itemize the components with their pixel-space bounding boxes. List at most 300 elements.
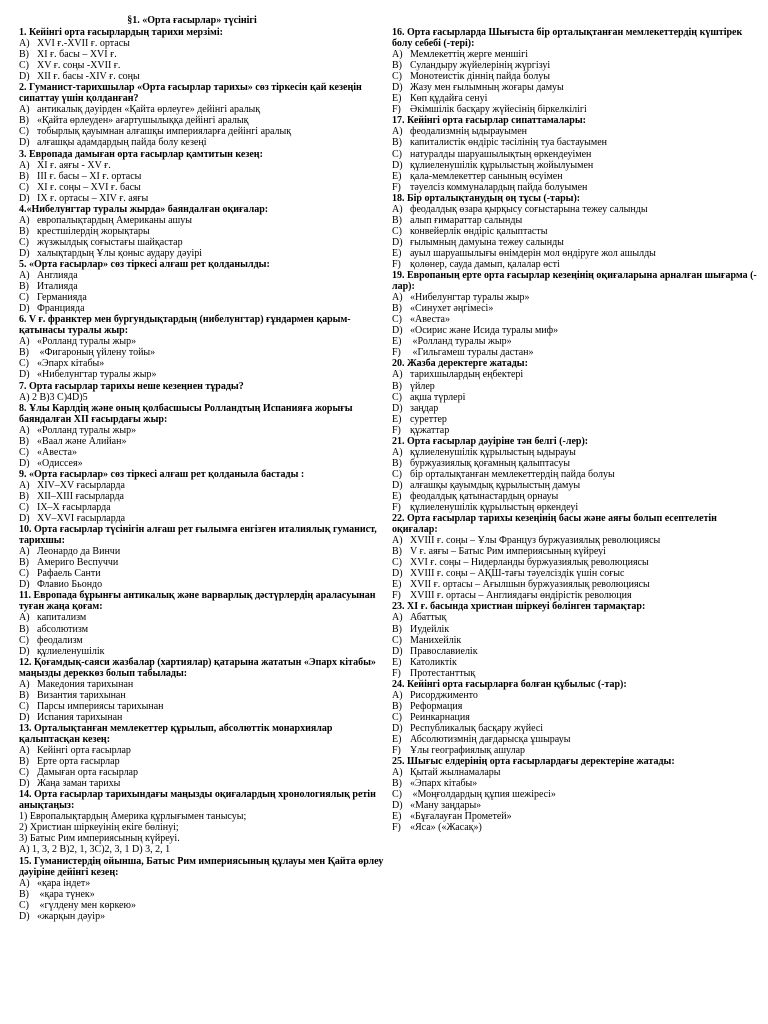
option-letter: D) <box>392 82 403 94</box>
answer-option <box>392 480 762 491</box>
option-text: Иудейлік <box>410 623 450 635</box>
option-text: алғашқы адамдардың пайда болу кезеңі <box>37 137 207 149</box>
option-text: крестшілердің жорықтары <box>37 225 150 237</box>
answer-option <box>392 557 762 568</box>
option-text: қала-мемлекеттер санының өсуімен <box>410 170 563 182</box>
option-letter: D) <box>19 247 30 259</box>
option-letter: D) <box>392 236 403 248</box>
answer-option <box>392 822 762 833</box>
question-text: 18. Бір орталықтанудың оң тұсы (-тары): <box>392 192 581 204</box>
option-text: Кейінгі орта ғасырлар <box>37 745 131 757</box>
option-letter: C) <box>19 502 29 514</box>
option-text: Монотеистік діннің пайда болуы <box>410 71 550 83</box>
option-text: Мемлекеттің жерге меншігі <box>410 49 528 61</box>
option-text: «Ролланд туралы жыр» <box>37 336 137 348</box>
answer-option <box>392 104 762 115</box>
answer-option <box>19 579 389 590</box>
answer-option <box>19 104 389 115</box>
option-letter: F) <box>392 258 401 270</box>
option-letter: A) <box>19 612 30 624</box>
answer-option <box>392 789 762 800</box>
option-letter: D) <box>19 513 30 525</box>
question-block <box>19 403 389 469</box>
answer-option <box>19 171 389 182</box>
option-text: Католиктік <box>410 656 457 668</box>
option-text: XI ғ. соңы – XVI ғ. басы <box>37 181 141 193</box>
question-block <box>392 270 762 358</box>
option-letter: D) <box>19 369 30 381</box>
answer-option <box>392 712 762 723</box>
option-text: «Ману заңдары» <box>410 800 482 812</box>
option-text: XII ғ. басы -XIV ғ. соңы <box>37 71 140 83</box>
option-text: «қара індет» <box>37 877 91 889</box>
answer-option <box>392 303 762 314</box>
answer-option <box>19 336 389 347</box>
question-text: 20. Жазба деректерге жатады: <box>392 358 528 370</box>
answer-option <box>19 712 389 723</box>
option-text: феодалдық қатынастардың орнауы <box>410 490 559 502</box>
question-block <box>392 601 762 678</box>
answer-option <box>392 149 762 160</box>
option-text: натуралды шаруашылықтың өркендеуімен <box>410 148 592 160</box>
answer-option <box>392 126 762 137</box>
option-text: феодализм <box>37 634 83 646</box>
option-letter: D) <box>19 457 30 469</box>
answer-option <box>392 325 762 336</box>
option-text: Суландыру жүйелерінің жүргізуі <box>410 60 551 72</box>
question-block <box>19 657 389 723</box>
option-text: капиталистік өндіріс тәсілінің туа бастауымен <box>410 137 608 149</box>
option-letter: A) <box>392 203 403 215</box>
answer-option <box>392 414 762 425</box>
option-text: «Осирис және Исида туралы миф» <box>410 325 559 337</box>
option-letter: D) <box>392 325 403 337</box>
option-text: алғашқы қауымдық құрылыстың дамуы <box>410 479 581 491</box>
option-letter: E) <box>392 336 402 348</box>
option-text: «Авеста» <box>37 446 77 458</box>
question-text: 3. Европада дамыған орта ғасырлар қамтитын кезең: <box>19 148 263 160</box>
option-text: XVIII ғ. ортасы – Англиядағы өндірістік революция <box>410 590 632 602</box>
question-block <box>19 789 389 855</box>
answer-line: 1) Европалықтардың Америка құрлығымен танысуы; <box>19 811 247 823</box>
option-letter: C) <box>19 126 29 138</box>
answer-option <box>392 248 762 259</box>
option-letter: A) <box>392 689 403 701</box>
left-question-column <box>19 27 389 922</box>
option-letter: C) <box>19 446 29 458</box>
option-letter: F) <box>392 502 401 514</box>
option-letter: B) <box>392 546 402 558</box>
question-text: 14. Орта ғасырлар тарихындағы маңызды оқиғалардың хронологиялық ретін анықтаңыз: <box>19 789 376 812</box>
option-letter: C) <box>392 711 402 723</box>
option-text: феодализмнің ыдырауымен <box>410 126 527 138</box>
answer-option <box>392 392 762 403</box>
option-letter: D) <box>392 159 403 171</box>
option-text: Германияда <box>37 292 87 304</box>
option-text: «гүлдену мен көркею» <box>37 899 136 911</box>
option-letter: A) <box>19 479 30 491</box>
answer-option <box>19 347 389 358</box>
answer-option <box>19 502 389 513</box>
answer-option <box>19 889 389 900</box>
answer-line: A) 1, 3, 2 B)2, 1, 3C)2, 3, 1 D) 3, 2, 1 <box>19 844 171 856</box>
option-letter: B) <box>392 303 402 315</box>
option-letter: A) <box>392 369 403 381</box>
option-letter: B) <box>19 490 29 502</box>
option-text: Реформация <box>410 700 463 712</box>
option-text: Қытай жылнамалары <box>410 767 501 779</box>
answer-option <box>19 248 389 259</box>
answer-option <box>392 381 762 392</box>
option-text: құжаттар <box>410 424 450 436</box>
answer-option <box>392 171 762 182</box>
answer-option <box>392 657 762 668</box>
question-block <box>19 590 389 656</box>
option-text: Францияда <box>37 303 85 315</box>
option-text: «Яса» («Жасақ») <box>410 822 482 834</box>
option-text: антикалық дәуірден «Қайта өрлеуге» дейінгі аралық <box>37 104 261 116</box>
option-letter: B) <box>19 347 29 359</box>
question-block <box>19 469 389 524</box>
option-letter: B) <box>392 778 402 790</box>
option-letter: C) <box>19 899 29 911</box>
option-text: «Нибелунгтар туралы жыр» <box>37 369 157 381</box>
option-text: «Ролланд туралы жыр» <box>410 336 512 348</box>
answer-option <box>19 182 389 193</box>
question-text: 6. V ғ. франктер мен бургундықтардың (нибелунгтар) ғұндармен қарым-қатынасы туралы жыр: <box>19 314 351 337</box>
answer-option <box>392 292 762 303</box>
option-text: ауыл шаруашылығы өнімдерін мол өндіруге жол ашылды <box>410 247 656 259</box>
question-text: 9. «Орта ғасырлар» сөз тіркесі алғаш рет қолданыла бастады : <box>19 468 305 480</box>
option-letter: F) <box>392 424 401 436</box>
option-letter: B) <box>392 623 402 635</box>
question-text: 2. Гуманист-тарихшылар «Орта ғасырлар тарихы» сөз тіркесін қай кезеңін сипаттау үшін қолданған? <box>19 82 362 105</box>
option-text: қолөнер, сауда дамып, қалалар өсті <box>410 258 560 270</box>
answer-option <box>19 491 389 502</box>
option-text: XVI ғ.-XVII ғ. ортасы <box>37 38 130 50</box>
option-text: XVII ғ. ортасы – Ағылшын буржуазиялық революциясы <box>410 579 650 591</box>
option-text: Англияда <box>37 270 78 282</box>
option-text: XVIII ғ. соңы – АҚШ-тағы тәуелсіздік үшін соғыс <box>410 568 625 580</box>
option-text: тәуелсіз коммуналардың пайда болуымен <box>410 181 588 193</box>
answer-option <box>19 115 389 126</box>
option-text: феодалдық өзара қырқысу соғыстарына тежеу салынды <box>410 203 648 215</box>
option-letter: A) <box>19 678 30 690</box>
option-letter: F) <box>392 181 401 193</box>
option-text: құлиеленушілік құрылыстың жойылуымен <box>410 159 594 171</box>
option-letter: C) <box>392 148 402 160</box>
option-letter: D) <box>392 722 403 734</box>
question-text: 5. «Орта ғасырлар» сөз тіркесі алғаш рет қолданылды: <box>19 258 270 270</box>
answer-option <box>392 215 762 226</box>
option-letter: A) <box>19 104 30 116</box>
question-block <box>19 27 389 82</box>
option-letter: D) <box>392 800 403 812</box>
answer-option <box>19 369 389 380</box>
question-block <box>392 193 762 270</box>
question-block <box>392 679 762 756</box>
option-letter: D) <box>19 71 30 83</box>
answer-option <box>19 679 389 690</box>
option-letter: A) <box>19 424 30 436</box>
question-text: 11. Европада бұрынғы антикалық және варварлық дәстүрлердің араласуынан туған жаңа қоғам: <box>19 590 376 613</box>
question-block <box>392 756 762 833</box>
answer-option <box>392 491 762 502</box>
option-text: Жаңа заман тарихы <box>37 778 121 790</box>
option-text: Рисорджименто <box>410 689 478 701</box>
answer-option <box>19 447 389 458</box>
option-text: капитализм <box>37 612 87 624</box>
option-text: тарихшылардың еңбектері <box>410 369 524 381</box>
question-block <box>19 381 389 403</box>
option-letter: D) <box>19 303 30 315</box>
option-letter: B) <box>19 115 29 127</box>
answer-option <box>19 778 389 789</box>
answer-option <box>392 612 762 623</box>
answer-option <box>19 745 389 756</box>
option-letter: C) <box>392 71 402 83</box>
option-text: халықтардың Ұлы қоныс аудару дәуірі <box>37 247 202 259</box>
option-text: тобырлық қауымнан алғашқы империяларға дейінгі аралық <box>37 126 292 138</box>
option-text: «қара түнек» <box>37 888 95 900</box>
option-text: Испания тарихынан <box>37 711 123 723</box>
option-text: құлиеленушілік құрылыстың өркендеуі <box>410 502 579 514</box>
question-block <box>19 259 389 314</box>
option-text: Флавио Бьондо <box>37 579 103 591</box>
option-letter: A) <box>19 745 30 757</box>
option-text: Республикалық басқару жүйесі <box>410 722 544 734</box>
option-text: ғылымның дамуына тежеу салынды <box>410 236 564 248</box>
option-letter: E) <box>392 656 402 668</box>
answer-option <box>19 292 389 303</box>
question-block <box>19 82 389 148</box>
option-text: «Фигароның үйлену тойы» <box>37 347 156 359</box>
option-letter: F) <box>392 667 401 679</box>
option-text: «Нибелунгтар туралы жыр» <box>410 292 530 304</box>
option-letter: C) <box>19 358 29 370</box>
option-text: үйлер <box>410 380 435 392</box>
option-letter: D) <box>392 479 403 491</box>
answer-option <box>19 612 389 623</box>
option-letter: D) <box>392 645 403 657</box>
answer-option <box>392 568 762 579</box>
answer-option <box>19 878 389 889</box>
answer-option <box>392 49 762 60</box>
option-text: Рафаель Санти <box>37 568 101 580</box>
option-text: «Синухет әңгімесі» <box>410 303 494 315</box>
option-text: Әкімшілік басқару жүйесінің біркелкілігі <box>410 104 587 116</box>
option-text: жүзжылдық соғыстағы шайқастар <box>37 236 183 248</box>
option-letter: E) <box>392 170 402 182</box>
question-text: 1. Кейінгі орта ғасырлардың тарихи мерзімі: <box>19 27 223 38</box>
option-text: европалықтардың Американы ашуы <box>37 214 192 226</box>
option-letter: B) <box>19 225 29 237</box>
option-text: XVI ғ. соңы – Нидерланды буржуазиялық революциясы <box>410 557 649 569</box>
answer-option <box>392 447 762 458</box>
answer-option <box>19 303 389 314</box>
answer-option <box>19 513 389 524</box>
answer-option <box>19 160 389 171</box>
answer-option <box>392 800 762 811</box>
question-block <box>19 524 389 590</box>
answer-option <box>19 701 389 712</box>
option-text: «Эпарх кітабы» <box>410 778 478 790</box>
option-letter: C) <box>392 634 402 646</box>
option-text: XV–XVI ғасырларда <box>37 513 126 525</box>
answer-option <box>19 215 389 226</box>
option-letter: D) <box>19 137 30 149</box>
answer-option <box>392 734 762 745</box>
option-text: XI ғ. аяғы - XV ғ. <box>37 159 111 171</box>
option-text: «Авеста» <box>410 314 450 326</box>
answer-option <box>392 425 762 436</box>
question-block <box>19 149 389 204</box>
option-text: буржуазиялық қоғамның қалыптасуы <box>410 457 570 469</box>
option-letter: D) <box>392 402 403 414</box>
answer-option <box>392 624 762 635</box>
answer-option <box>19 425 389 436</box>
option-letter: C) <box>19 568 29 580</box>
option-letter: B) <box>19 756 29 768</box>
option-text: конвейерлік өндіріс қалыптасты <box>410 225 548 237</box>
answer-option <box>19 690 389 701</box>
question-text: 21. Орта ғасырлар дәуіріне тән белгі (-лер): <box>392 435 589 447</box>
option-text: XVIII ғ. соңы – Ұлы Француз буржуазиялық революциясы <box>410 535 661 547</box>
page-title: §1. «Орта ғасырлар» түсінігі <box>127 15 257 26</box>
option-text: Абсолютизмнің дағдарысқа ұшырауы <box>410 734 571 745</box>
answer-line: A) 2 B)3 C)4D)5 <box>19 391 88 403</box>
question-text: 10. Орта ғасырлар түсінігін алғаш рет ғылымға енгізген италиялық гуманист, тарихшы: <box>19 524 377 547</box>
answer-option <box>19 60 389 71</box>
option-text: «Одиссея» <box>37 457 83 469</box>
answer-option <box>392 579 762 590</box>
question-block <box>392 358 762 435</box>
answer-option <box>392 403 762 414</box>
answer-option <box>19 568 389 579</box>
option-letter: C) <box>392 557 402 569</box>
answer-option <box>392 635 762 646</box>
option-letter: A) <box>392 126 403 138</box>
question-block <box>392 436 762 513</box>
answer-option <box>392 469 762 480</box>
option-letter: C) <box>19 700 29 712</box>
answer-option <box>19 436 389 447</box>
option-text: XI ғ. басы – XVI ғ. <box>37 49 117 61</box>
answer-option <box>19 480 389 491</box>
option-text: «Бұғалауған Прометей» <box>410 811 512 823</box>
answer-option <box>392 546 762 557</box>
question-text: 12. Қоғамдық-саяси жазбалар (хартиялар) қатарына жататын «Эпарх кітабы» маңызды дереккөз болып табылады: <box>19 656 376 679</box>
answer-option <box>392 723 762 734</box>
option-text: ақша түрлері <box>410 391 466 403</box>
answer-option <box>19 767 389 778</box>
option-letter: B) <box>19 689 29 701</box>
question-block <box>19 204 389 259</box>
answer-option <box>392 502 762 513</box>
answer-option <box>19 646 389 657</box>
question-block <box>19 856 389 922</box>
option-letter: F) <box>392 745 401 757</box>
option-letter: D) <box>19 711 30 723</box>
answer-option <box>19 458 389 469</box>
question-text: 24. Кейінгі орта ғасырларға болған құбылыс (-тар): <box>392 678 627 690</box>
option-letter: A) <box>392 535 403 547</box>
answer-option <box>392 259 762 270</box>
answer-option <box>392 535 762 546</box>
answer-option <box>392 347 762 358</box>
option-letter: D) <box>19 579 30 591</box>
option-letter: C) <box>19 236 29 248</box>
option-text: алып ғимараттар салынды <box>410 214 523 226</box>
answer-option <box>392 811 762 822</box>
option-letter: D) <box>392 568 403 580</box>
answer-option <box>392 137 762 148</box>
option-text: Көп құдайға сенуі <box>410 93 488 105</box>
option-text: «Ваал және Алийан» <box>37 435 127 447</box>
option-text: Реинкарнация <box>410 711 470 723</box>
option-letter: B) <box>19 623 29 635</box>
option-text: «Ролланд туралы жыр» <box>37 424 137 436</box>
option-letter: B) <box>392 60 402 72</box>
option-letter: A) <box>392 292 403 304</box>
option-letter: E) <box>392 490 402 502</box>
option-text: суреттер <box>410 413 447 425</box>
option-text: Протестанттық <box>410 667 476 679</box>
answer-option <box>19 624 389 635</box>
question-block <box>392 27 762 115</box>
option-letter: B) <box>392 137 402 149</box>
option-text: Македония тарихынан <box>37 678 134 690</box>
option-letter: C) <box>19 767 29 779</box>
option-text: «Моңғолдардың құпия шежіресі» <box>410 789 556 801</box>
option-letter: B) <box>19 888 29 900</box>
option-text: IX ғ. ортасы – XIV ғ. аяғы <box>37 192 149 204</box>
option-letter: F) <box>392 822 401 834</box>
question-text: 7. Орта ғасырлар тарихы неше кезеңнен тұрады? <box>19 380 244 392</box>
option-letter: D) <box>19 778 30 790</box>
answer-option <box>392 646 762 657</box>
option-text: Абаттық <box>410 612 447 624</box>
question-text: 4.«Нибелунгтар туралы жырда» баяндалған оқиғалар: <box>19 203 269 215</box>
question-text: 13. Орталықтанған мемлекеттер құрылып, абсолюттік монархиялар қалыптасқан кезең: <box>19 722 333 745</box>
option-letter: C) <box>392 225 402 237</box>
answer-option <box>392 160 762 171</box>
option-letter: A) <box>19 38 30 50</box>
option-letter: C) <box>19 60 29 72</box>
option-text: «Қайта өрлеуден» ағартушылыққа дейінгі аралық <box>37 115 249 127</box>
option-letter: A) <box>392 612 403 624</box>
answer-line: 2) Христиан шіркеуінің екіге бөлінуі; <box>19 822 179 834</box>
option-letter: B) <box>392 700 402 712</box>
answer-option <box>19 137 389 148</box>
option-letter: D) <box>19 192 30 204</box>
option-letter: A) <box>392 767 403 779</box>
option-text: «жарқын дәуір» <box>37 910 106 922</box>
answer-option <box>392 745 762 756</box>
answer-option <box>392 314 762 325</box>
answer-option <box>19 38 389 49</box>
option-letter: C) <box>392 789 402 801</box>
answer-option <box>392 237 762 248</box>
option-letter: E) <box>392 413 402 425</box>
option-letter: A) <box>392 49 403 61</box>
option-text: заңдар <box>410 402 439 414</box>
answer-option <box>392 204 762 215</box>
option-letter: A) <box>19 877 30 889</box>
option-text: Парсы империясы тарихынан <box>37 700 164 712</box>
option-letter: C) <box>392 391 402 403</box>
option-letter: D) <box>19 910 30 922</box>
